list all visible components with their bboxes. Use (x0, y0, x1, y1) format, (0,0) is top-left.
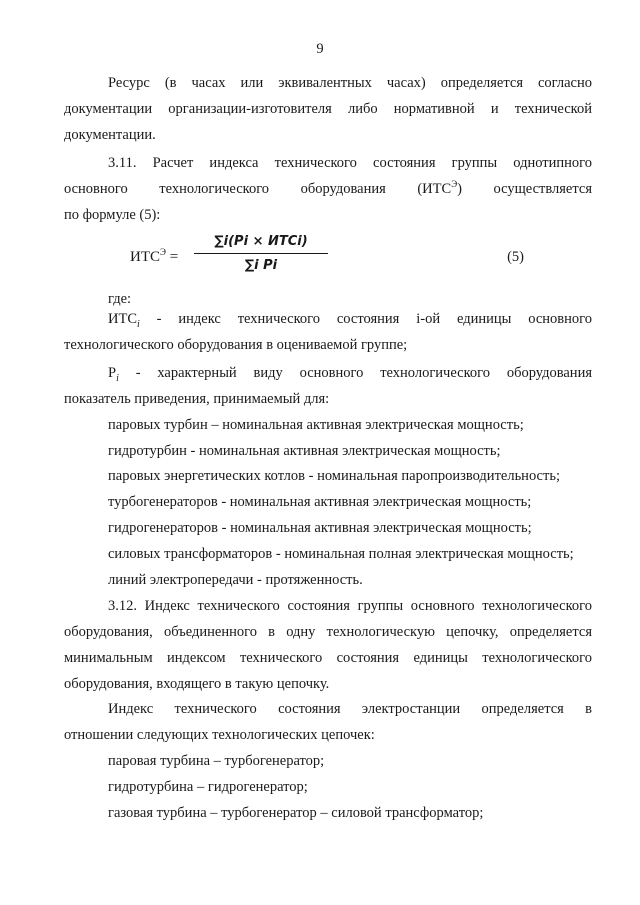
fraction-bar (194, 253, 328, 254)
formula-numerator: ∑i(Pi × ИТСi) (214, 234, 308, 249)
list-item: силовых трансформаторов - номинальная полная электрическая мощность; (108, 546, 574, 562)
formula-5 (130, 232, 590, 282)
text-line: документации организации-изготовителя либо нормативной и технической (64, 101, 592, 117)
its-group-symbol: $(ИТС^Э)$ (417, 179, 462, 197)
text-line: 3.12. Индекс технического состояния группы основного технологического (108, 598, 592, 614)
text-line: 3.11. Расчет индекса технического состояния группы однотипного (108, 155, 592, 171)
text-line: Индекс технического состояния электростанции определяется в (108, 701, 592, 717)
text-line: отношении следующих технологических цепочек: (64, 727, 375, 743)
word: технологического (159, 181, 270, 197)
paragraph-3-12 (64, 593, 592, 697)
list-item: газовая турбина – турбогенератор – силовой трансформатор; (108, 805, 484, 821)
definition-its-i (64, 306, 592, 358)
text-line: $P_i$ - характерный виду основного технологического оборудования (108, 365, 592, 384)
paragraph-resource (64, 70, 592, 148)
list-item: паровых турбин – номинальная активная электрическая мощность; (108, 417, 524, 433)
definition-p-i (64, 360, 592, 412)
list-item: гидрогенераторов - номинальная активная электрическая мощность; (108, 520, 532, 536)
formula-lhs: $ИТС^Э$ = (130, 247, 179, 265)
list-item: турбогенераторов - номинальная активная электрическая мощность; (108, 494, 532, 510)
word: осуществляется (493, 181, 592, 197)
text-line: оборудования, объединенного в одну технологическую цепочку, определяется (64, 624, 592, 640)
paragraph-station-index (64, 696, 592, 748)
formula-number: (5) (507, 249, 524, 265)
text-line: $ИТС_i$ - индекс технического состояния i-ой единицы основного (108, 311, 592, 330)
word: оборудования (300, 181, 386, 197)
list-item: линий электропередачи - протяженность. (108, 572, 363, 588)
list-item: гидротурбин - номинальная активная электрическая мощность; (108, 443, 501, 459)
page-number: 9 (316, 41, 324, 57)
formula-fraction (186, 232, 336, 276)
word: основного (64, 181, 128, 197)
text-line: технологического оборудования в оцениваемой группе; (64, 337, 408, 353)
formula-denominator: ∑i Pi (244, 258, 278, 273)
text-line: по формуле (5): (64, 207, 161, 223)
list-item: гидротурбина – гидрогенератор; (108, 779, 308, 795)
text-line: документации. (64, 127, 156, 143)
text-line: оборудования, входящего в такую цепочку. (64, 676, 330, 692)
paragraph-3-11 (64, 150, 592, 228)
text-line: показатель приведения, принимаемый для: (64, 391, 330, 407)
text-line: минимальным индексом технического состояния единицы технологического (64, 650, 592, 666)
text-line (64, 176, 592, 202)
list-item: паровая турбина – турбогенератор; (108, 753, 325, 769)
text-line: Ресурс (в часах или эквивалентных часах) определяется согласно (108, 75, 592, 91)
where-label: где: (108, 291, 132, 307)
list-item: паровых энергетических котлов - номинальная паропроизводительность; (108, 468, 560, 484)
